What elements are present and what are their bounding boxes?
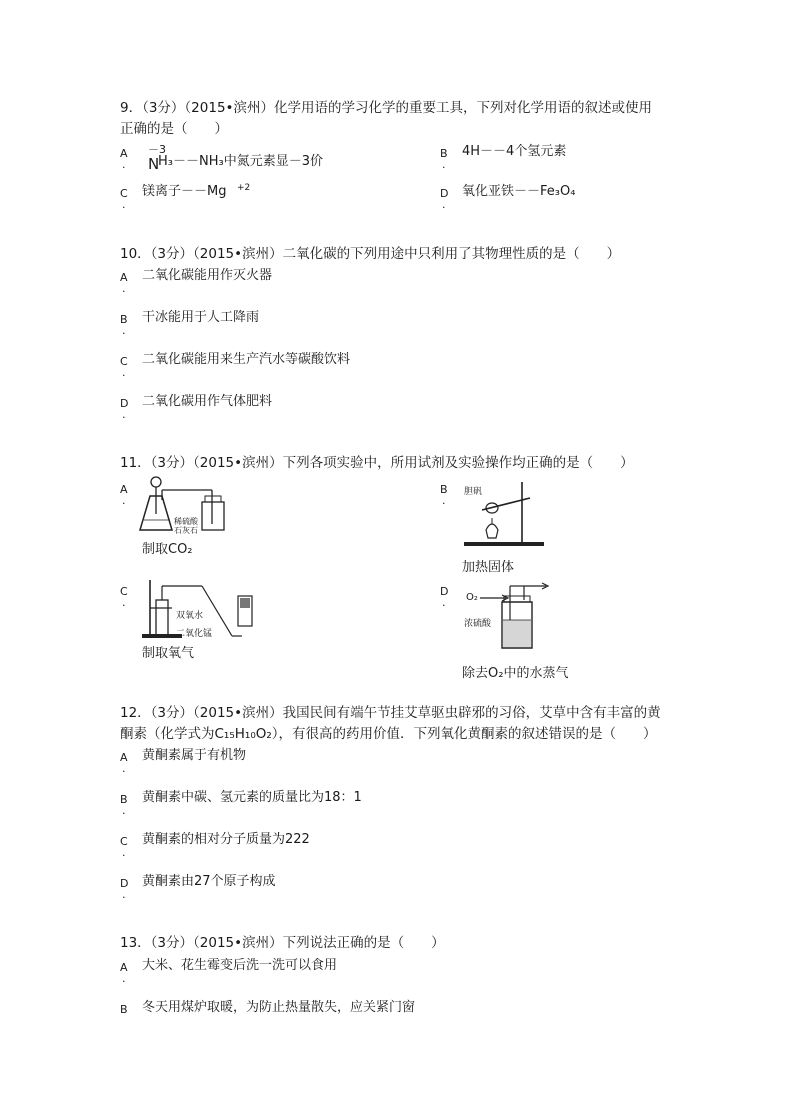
question-11-option-a[interactable] <box>120 478 420 568</box>
option-caption: 加热固体 <box>462 560 515 575</box>
option-label: B <box>120 793 128 806</box>
option-label: A <box>120 483 128 496</box>
question-12-option-d[interactable] <box>120 872 520 912</box>
option-label: A <box>120 961 128 974</box>
option-label: B <box>440 483 448 496</box>
question-9-stem-line2: 正确的是（ ） <box>120 121 228 137</box>
option-label: D <box>120 397 129 410</box>
question-12-stem-line1: 12．（3分）（2015•滨州）我国民间有端午节挂艾草驱虫辟邪的习俗，艾草中含有丰富的黄 <box>120 705 661 721</box>
option-caption: 制取氧气 <box>142 646 195 661</box>
option-label: D <box>120 877 129 890</box>
option-label: C <box>120 355 128 368</box>
figure-label-blue-vitriol: 胆矾 <box>464 487 483 497</box>
option-label: C <box>120 187 128 200</box>
option-text: 干冰能用于人工降雨 <box>142 310 260 325</box>
option-text: 黄酮素的相对分子质量为222 <box>142 832 310 847</box>
option-label: C <box>120 585 128 598</box>
question-13-option-b[interactable] <box>120 998 520 1022</box>
question-10-option-b[interactable] <box>120 308 520 348</box>
charge-superscript: +2 <box>237 183 251 193</box>
option-dot: . <box>122 408 126 421</box>
option-label: B <box>440 147 448 160</box>
option-label: A <box>120 751 128 764</box>
option-dot: . <box>122 494 126 507</box>
valence-superscript: －3 <box>148 143 166 156</box>
option-caption: 制取CO₂ <box>142 542 193 557</box>
figure-label-oxygen: O₂ <box>466 592 478 603</box>
question-11-option-b[interactable] <box>440 478 680 578</box>
option-text: 镁离子－－Mg <box>142 184 227 199</box>
option-dot: . <box>442 494 446 507</box>
question-9-stem-line1: 9．（3分）（2015•滨州）化学用语的学习化学的重要工具，下列对化学用语的叙述或使用 <box>120 100 652 116</box>
option-text: 二氧化碳能用来生产汽水等碳酸饮料 <box>142 352 351 367</box>
figure-label-manganese-dioxide: 二氧化锰 <box>176 629 213 639</box>
question-12-stem-line2: 酮素（化学式为C₁₅H₁₀O₂），有很高的药用价值．下列氧化黄酮素的叙述错误的是（ ） <box>120 726 657 742</box>
option-text: 黄酮素由27个原子构成 <box>142 874 276 889</box>
figure-label-limestone: 石灰石 <box>174 526 198 535</box>
heating-solid-apparatus-figure <box>462 478 572 548</box>
option-dot: . <box>122 972 126 985</box>
option-text: 氧化亚铁－－Fe₃O₄ <box>462 184 576 199</box>
option-text: 二氧化碳能用作灭火器 <box>142 268 273 283</box>
option-dot: . <box>442 596 446 609</box>
option-dot: . <box>442 198 446 211</box>
option-text: 4H－－4个氢元素 <box>462 144 567 159</box>
option-label: A <box>120 147 128 160</box>
question-13-option-a[interactable] <box>120 956 520 996</box>
question-9-option-d[interactable] <box>440 182 680 222</box>
figure-label-concentrated-sulfuric-acid: 浓硫酸 <box>464 619 492 629</box>
question-12-option-b[interactable] <box>120 788 520 828</box>
option-dot: . <box>122 366 126 379</box>
option-label: D <box>440 187 449 200</box>
option-text: 大米、花生霉变后洗一洗可以食用 <box>142 958 338 973</box>
question-13-stem: 13．（3分）（2015•滨州）下列说法正确的是（ ） <box>120 935 445 951</box>
question-10-option-a[interactable] <box>120 266 520 306</box>
option-dot: . <box>122 846 126 859</box>
question-9-option-c[interactable] <box>120 182 420 222</box>
question-11-stem: 11．（3分）（2015•滨州）下列各项实验中，所用试剂及实验操作均正确的是（ ） <box>120 455 634 471</box>
option-text: 黄酮素中碳、氢元素的质量比为18：1 <box>142 790 362 805</box>
question-11-option-c[interactable] <box>120 580 420 662</box>
option-text: 二氧化碳用作气体肥料 <box>142 394 273 409</box>
question-9-option-a[interactable] <box>120 142 420 182</box>
gas-washing-bottle-figure <box>462 580 582 652</box>
question-9 <box>120 98 680 140</box>
option-dot: . <box>122 596 126 609</box>
question-12 <box>120 703 680 745</box>
option-text: H₃－－NH₃中氮元素显－3价 <box>158 154 323 169</box>
option-label: D <box>440 585 449 598</box>
question-12-option-a[interactable] <box>120 746 520 786</box>
question-10-option-c[interactable] <box>120 350 520 390</box>
nitrogen-symbol: N <box>148 155 160 173</box>
option-dot: . <box>122 282 126 295</box>
option-dot: . <box>122 888 126 901</box>
option-dot: . <box>122 324 126 337</box>
question-12-option-c[interactable] <box>120 830 520 870</box>
option-text: 黄酮素属于有机物 <box>142 748 247 763</box>
question-9-option-b[interactable] <box>440 142 680 182</box>
question-10-option-d[interactable] <box>120 392 520 432</box>
option-label: C <box>120 835 128 848</box>
option-label: B <box>120 1003 128 1016</box>
figure-label-dilute-sulfuric-acid: 稀硫酸 <box>174 517 198 526</box>
option-text: 冬天用煤炉取暖，为防止热量散失，应关紧门窗 <box>142 1000 416 1015</box>
question-11-option-d[interactable] <box>440 580 680 680</box>
question-10-stem: 10．（3分）（2015•滨州）二氧化碳的下列用途中只利用了其物理性质的是（ ） <box>120 246 621 262</box>
option-dot: . <box>122 804 126 817</box>
option-dot: . <box>442 158 446 171</box>
figure-label-hydrogen-peroxide: 双氧水 <box>176 611 204 621</box>
option-dot: . <box>122 198 126 211</box>
option-dot: . <box>122 158 126 171</box>
option-label: A <box>120 271 128 284</box>
option-label: B <box>120 313 128 326</box>
option-dot: . <box>122 762 126 775</box>
option-caption: 除去O₂中的水蒸气 <box>462 666 569 681</box>
